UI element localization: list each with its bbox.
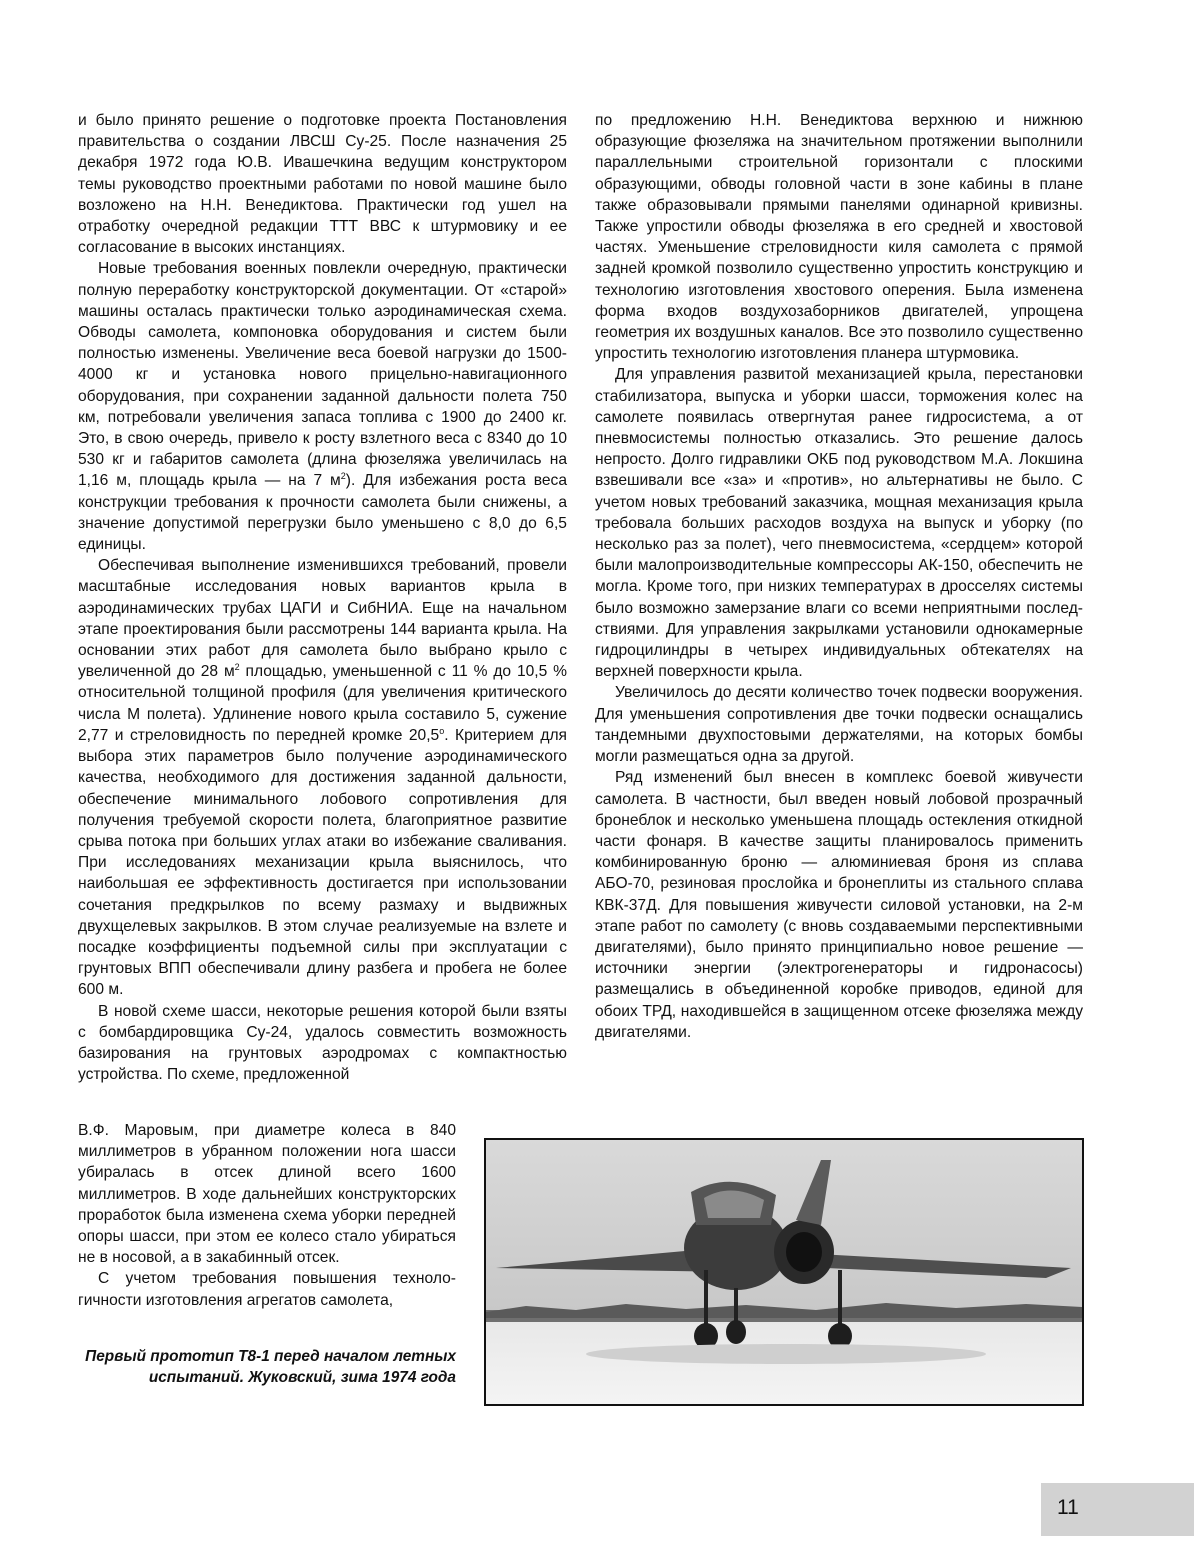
paragraph: Ряд изменений был внесен в комплекс боевой живучести самолета. В частности, был введен новый лобовой прозрачный бронеблок и несколько уменьшена площадь остекления откидной части фонаря. В качестве защиты планировалось применить комбинированную броню — алюминиевая броня из сплава АБО-70, резиновая прослойка и бронеплиты из стального сплава КВК-37Д. Для повышения живучести силовой установки, на 2-м этапе работ по самолету (с вновь создаваемыми перспективными двигателями), было принято принципиально новое решение — источники энергии (электрогенераторы и гидронасосы) размещались в объединенной коробке приводов, единой для обоих ТРД, находившейся в защищенном отсеке фюзеляжа между двигателями.: [595, 769, 1083, 1041]
paragraph-text: ). Для избежания роста веса конструкции требования к прочности самолета были снижены, а значение допустимой перегрузки было уменьшено с 8,0 до 6,5 единицы.: [78, 472, 567, 554]
paragraph-text: Новые требования военных повлекли очередную, практически полную переработку конструкторской документации. От «старой» машины осталась практически только аэродинамическая схема. Обводы самолета, компоновка оборудования и систем были полностью изменены. Увеличение веса боевой нагрузки до 1500-4000 кг и установка нового прицельно-навигационного оборудования, при сохранении заданной дальности полета 750 км, потребовали увеличения запаса топлива с 1900 до 2400 кг. Это, в свою очередь, привело к росту взлетного веса с 8340 до 10 530 кг и габаритов самолета (длина фюзеляжа увеличилась на 1,16 м, площадь крыла — на 7 м: [78, 260, 567, 490]
paragraph-text: Обеспечивая выполнение изменившихся требований, провели масштабные исследования новых вариантов крыла в аэродинамических трубах ЦАГИ и СибНИА. Еще на начальном этапе проектирования были рассмотрены 144 варианта крыла. На основании этих работ для самолета было выбрано крыло с увеличенной до 28 м: [78, 557, 567, 681]
paragraph-text: площадью, уменьшенной с 11 % до 10,5 % относительной толщиной профиля (для увеличения критического числа М полета). Удлинение нового крыла составило 5, сужение 2,77 и стреловидность по передней кромке 20,5: [78, 663, 568, 744]
paragraph: В.Ф. Маровым, при диаметре колеса в 840 миллиметров в убранном положении нога шасси убиралась в отсек длиной всего 1600 миллиметров. В ходе дальнейших конструкторских проработок была изменена схема уборки передней опоры шасси, при этом ее колесо стало убираться не в носовой, а в закабинный отсек.: [78, 1122, 456, 1267]
left-narrow-column: [78, 1120, 456, 1311]
paragraph: по предложению Н.Н. Венедиктова верхнюю и нижнюю образующие фюзеляжа на значительном протяжении выполнили параллельными строительной горизонтали с плоскими образующими, обводы головной части в зоне кабины в плане также образовывали прямыми панелями одинарной кривизны. Также упростили обводы фюзеляжа в его средней и хвостовой частях. Уменьшение стреловидности киля самолета с прямой задней кромкой позволило существенно упростить конструкцию и технологию изготовления хвостового оперения. Была изменена форма входов воздухозаборников двигателей, упрощена геометрия их воздушных каналов. Все это позволило существенно упростить технологию изготовления планера штурмовика.: [595, 112, 1083, 363]
photo-caption: Первый прототип Т8-1 перед началом летных испытаний. Жуковский, зима 1974 года: [85, 1348, 456, 1386]
paragraph: [78, 258, 567, 555]
right-column: [595, 110, 1083, 1043]
paragraph: и было принято решение о подготовке проекта Постановления правительства о создании ЛВСШ Су-25. После назначения 25 декабря 1972 года Ю.В. Ивашечкина ведущим конструктором темы руководство проектными работами по новой машине было возложено на Н.Н. Венедиктова. Практически год ушел на отработку очередной редакции ТТТ ВВС к штурмовику и ее согласование в высоких инстанциях.: [78, 112, 567, 257]
aircraft-photo: [484, 1138, 1084, 1406]
superscript: о: [439, 725, 445, 736]
page-number-box: [1041, 1483, 1194, 1536]
paragraph: Для управления развитой механизацией крыла, перестановки стабилизатора, выпуска и уборки шасси, торможения колес на самолете появилась отвергнутая ранее гидросистема, а от пневмосистемы полностью отказались. Это решение далось непросто. Долго гидравлики ОКБ под руководством М.А. Локшина взвешивали все «за» и «против», но альтернативы не было. С учетом новых требований заказчика, мощная механизация крыла требовала больших расходов воздуха на выпуск и уборку (по несколько раз за полет), чего пневмосистема, «сердцем» которой были малопроизводительные компрессоры АК-150, обеспечить не могла. Кроме того, при низких температурах в дросселях системы было возможно замерзание влаги со всеми неприятными последствиями. Для управления закрылками установили однокамерные гидроцилиндры в четырех индивидуальных обтекателях на верхней поверхности крыла.: [595, 366, 1083, 681]
superscript: 2: [234, 662, 240, 673]
superscript: 2: [340, 471, 346, 482]
paragraph: [78, 555, 567, 1000]
paragraph: В новой схеме шасси, некоторые решения которой были взяты с бомбардировщика Су-24, удалось совместить возможность базирования на грунтовых аэродромах с компактностью устройства. По схеме, предложенной: [78, 1002, 567, 1084]
page-number: 11: [1057, 1496, 1079, 1519]
paragraph-text: . Критерием для выбора этих параметров было получение аэродинамического качества, необходимого для достижения заданной дальности, обеспечение минимального лобового сопротивления для получения требуемой скорости полета, благоприятное развитие срыва потока при больших углах атаки во избежание сваливaния. При исследованиях механизации крыла выяснилось, что наибольшая ее эффективность достигается при использовании сочетания предкрылков по всему размаху и выдвижных двухщелевых закрылков. В этом случае реализуемые на взлете и посадке коэффициенты подъемной силы при эксплуатации с грунтовых ВПП обеспечивали длину разбега и пробега не более 600 м.: [78, 726, 567, 999]
left-column: [78, 110, 567, 1085]
aircraft-photo-illustration: [486, 1140, 1082, 1404]
paragraph: С учетом требования повышения технологичности изготовления агрегатов самолета,: [78, 1270, 456, 1309]
paragraph: Увеличилось до десяти количество точек подвески вооружения. Для уменьшения сопротивления две точки подвески оснащались тандемными двухпостовыми держателями, на которых бомбы могли размещаться одна за другой.: [595, 684, 1083, 766]
